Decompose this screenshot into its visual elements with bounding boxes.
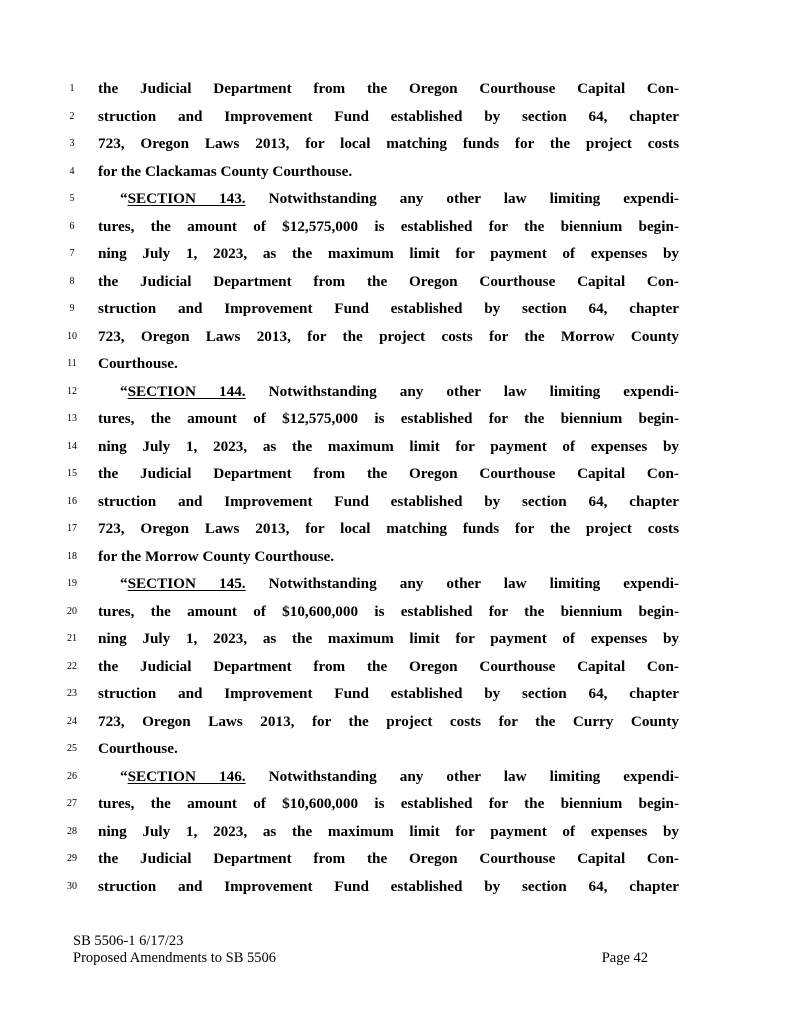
line-text	[98, 708, 679, 736]
line-text	[98, 405, 679, 433]
line-number: 12	[67, 385, 77, 397]
line-body: ning July 1, 2023, as the maximum limit for payment of expenses by	[98, 630, 679, 647]
line-text	[98, 515, 679, 543]
line-body: struction and Improvement Fund established by section 64, chapter	[98, 300, 679, 317]
footer-row-2	[73, 950, 653, 967]
line-text	[98, 460, 679, 488]
open-quote: “	[120, 382, 128, 400]
section-heading: SECTION 146.	[127, 767, 246, 785]
line-number: 2	[69, 110, 75, 122]
text-line	[0, 873, 800, 901]
text-line	[0, 708, 800, 736]
text-line	[0, 103, 800, 131]
line-body: for the Morrow County Courthouse.	[98, 547, 335, 565]
line-number: 10	[67, 330, 77, 342]
text-line	[0, 625, 800, 653]
line-number: 13	[67, 413, 77, 424]
line-number: 18	[67, 550, 77, 562]
line-text	[98, 103, 679, 131]
line-number: 26	[67, 770, 77, 782]
line-body: Courthouse.	[98, 355, 178, 372]
line-number: 21	[67, 633, 77, 644]
text-line	[0, 185, 800, 213]
line-number: 23	[67, 688, 77, 699]
text-line	[0, 680, 800, 708]
line-number: 19	[67, 578, 77, 589]
line-text	[98, 213, 679, 241]
line-number: 5	[69, 193, 75, 204]
text-line	[0, 653, 800, 681]
line-body: 723, Oregon Laws 2013, for local matching funds for the project costs	[98, 135, 679, 152]
text-line	[0, 295, 800, 323]
line-text	[120, 378, 679, 406]
text-line	[0, 543, 800, 571]
line-body: ning July 1, 2023, as the maximum limit for payment of expenses by	[98, 822, 679, 840]
line-body: 723, Oregon Laws 2013, for the project costs for the Curry County	[98, 712, 679, 730]
line-number: 4	[69, 165, 75, 177]
line-text	[98, 75, 679, 103]
line-body: 723, Oregon Laws 2013, for the project costs for the Morrow County	[98, 327, 679, 345]
line-text	[98, 295, 679, 323]
text-line	[0, 570, 800, 598]
line-body: struction and Improvement Fund established by section 64, chapter	[98, 107, 679, 125]
line-body: 723, Oregon Laws 2013, for local matching funds for the project costs	[98, 520, 679, 537]
line-body: ning July 1, 2023, as the maximum limit for payment of expenses by	[98, 437, 679, 455]
line-body: Notwithstanding any other law limiting expendi-	[245, 382, 679, 400]
text-line	[0, 818, 800, 846]
line-number: 25	[67, 743, 77, 754]
line-body: tures, the amount of $10,600,000 is established for the biennium begin-	[98, 795, 679, 812]
section-heading: SECTION 144.	[127, 382, 246, 400]
line-number: 24	[67, 715, 77, 727]
text-line	[0, 213, 800, 241]
text-line	[0, 405, 800, 433]
line-number: 15	[67, 468, 77, 479]
line-number: 29	[67, 853, 77, 864]
line-number: 14	[67, 440, 77, 452]
section-heading: SECTION 145.	[127, 575, 246, 592]
text-line	[0, 75, 800, 103]
line-text	[98, 323, 679, 351]
line-number: 20	[67, 605, 77, 617]
line-number: 6	[69, 220, 75, 232]
text-line	[0, 735, 800, 763]
line-body: the Judicial Department from the Oregon Courthouse Capital Con-	[98, 465, 679, 482]
line-text	[98, 818, 679, 846]
text-line	[0, 433, 800, 461]
line-body: Notwithstanding any other law limiting expendi-	[245, 190, 679, 207]
text-line	[0, 240, 800, 268]
text-line	[0, 515, 800, 543]
line-body: ning July 1, 2023, as the maximum limit for payment of expenses by	[98, 245, 679, 262]
line-text	[98, 873, 679, 901]
text-line	[0, 598, 800, 626]
line-number: 17	[67, 523, 77, 534]
text-line	[0, 323, 800, 351]
line-body: struction and Improvement Fund established by section 64, chapter	[98, 492, 679, 510]
line-body: Notwithstanding any other law limiting expendi-	[245, 767, 679, 785]
line-body: tures, the amount of $12,575,000 is established for the biennium begin-	[98, 410, 679, 427]
line-body: tures, the amount of $12,575,000 is established for the biennium begin-	[98, 217, 679, 235]
line-body: the Judicial Department from the Oregon Courthouse Capital Con-	[98, 80, 679, 97]
text-line	[0, 130, 800, 158]
open-quote: “	[120, 575, 128, 592]
line-body: Notwithstanding any other law limiting expendi-	[245, 575, 679, 592]
open-quote: “	[120, 767, 128, 785]
line-text	[98, 790, 679, 818]
line-number: 1	[69, 83, 75, 94]
line-text	[98, 488, 679, 516]
line-number: 16	[67, 495, 77, 507]
page-number: Page 42	[601, 950, 648, 966]
line-number: 9	[69, 303, 75, 314]
text-line	[0, 845, 800, 873]
line-number: 8	[69, 275, 75, 287]
line-body: for the Clackamas County Courthouse.	[98, 162, 353, 180]
text-line	[0, 763, 800, 791]
footer-description: Proposed Amendments to SB 5506	[73, 950, 277, 966]
line-text	[98, 653, 679, 681]
line-number: 3	[69, 138, 75, 149]
line-body: tures, the amount of $10,600,000 is established for the biennium begin-	[98, 602, 679, 620]
line-text	[120, 570, 679, 598]
numbered-text-body	[0, 75, 800, 900]
line-text	[98, 350, 679, 378]
line-text	[98, 130, 679, 158]
line-number: 7	[69, 248, 75, 259]
line-body: the Judicial Department from the Oregon Courthouse Capital Con-	[98, 850, 679, 867]
page-footer	[73, 933, 653, 967]
line-text	[120, 185, 679, 213]
text-line	[0, 378, 800, 406]
line-number: 11	[67, 358, 77, 369]
line-number: 27	[67, 798, 77, 809]
line-text	[98, 543, 679, 571]
text-line	[0, 460, 800, 488]
line-number: 28	[67, 825, 77, 837]
line-body: the Judicial Department from the Oregon Courthouse Capital Con-	[98, 657, 679, 675]
line-body: Courthouse.	[98, 740, 178, 757]
footer-bill-date: SB 5506-1 6/17/23	[73, 933, 184, 949]
line-text	[98, 735, 679, 763]
text-line	[0, 158, 800, 186]
text-line	[0, 790, 800, 818]
line-text	[98, 625, 679, 653]
line-text	[98, 598, 679, 626]
line-text	[98, 158, 679, 186]
line-number: 30	[67, 880, 77, 892]
line-text	[98, 433, 679, 461]
text-line	[0, 488, 800, 516]
section-heading: SECTION 143.	[127, 190, 246, 207]
line-body: struction and Improvement Fund established by section 64, chapter	[98, 877, 679, 895]
text-line	[0, 350, 800, 378]
line-text	[120, 763, 679, 791]
open-quote: “	[120, 190, 128, 207]
line-number: 22	[67, 660, 77, 672]
line-text	[98, 240, 679, 268]
line-body: struction and Improvement Fund established by section 64, chapter	[98, 685, 679, 702]
line-text	[98, 680, 679, 708]
line-body: the Judicial Department from the Oregon Courthouse Capital Con-	[98, 272, 679, 290]
line-text	[98, 268, 679, 296]
line-text	[98, 845, 679, 873]
footer-row-1	[73, 933, 653, 950]
text-line	[0, 268, 800, 296]
